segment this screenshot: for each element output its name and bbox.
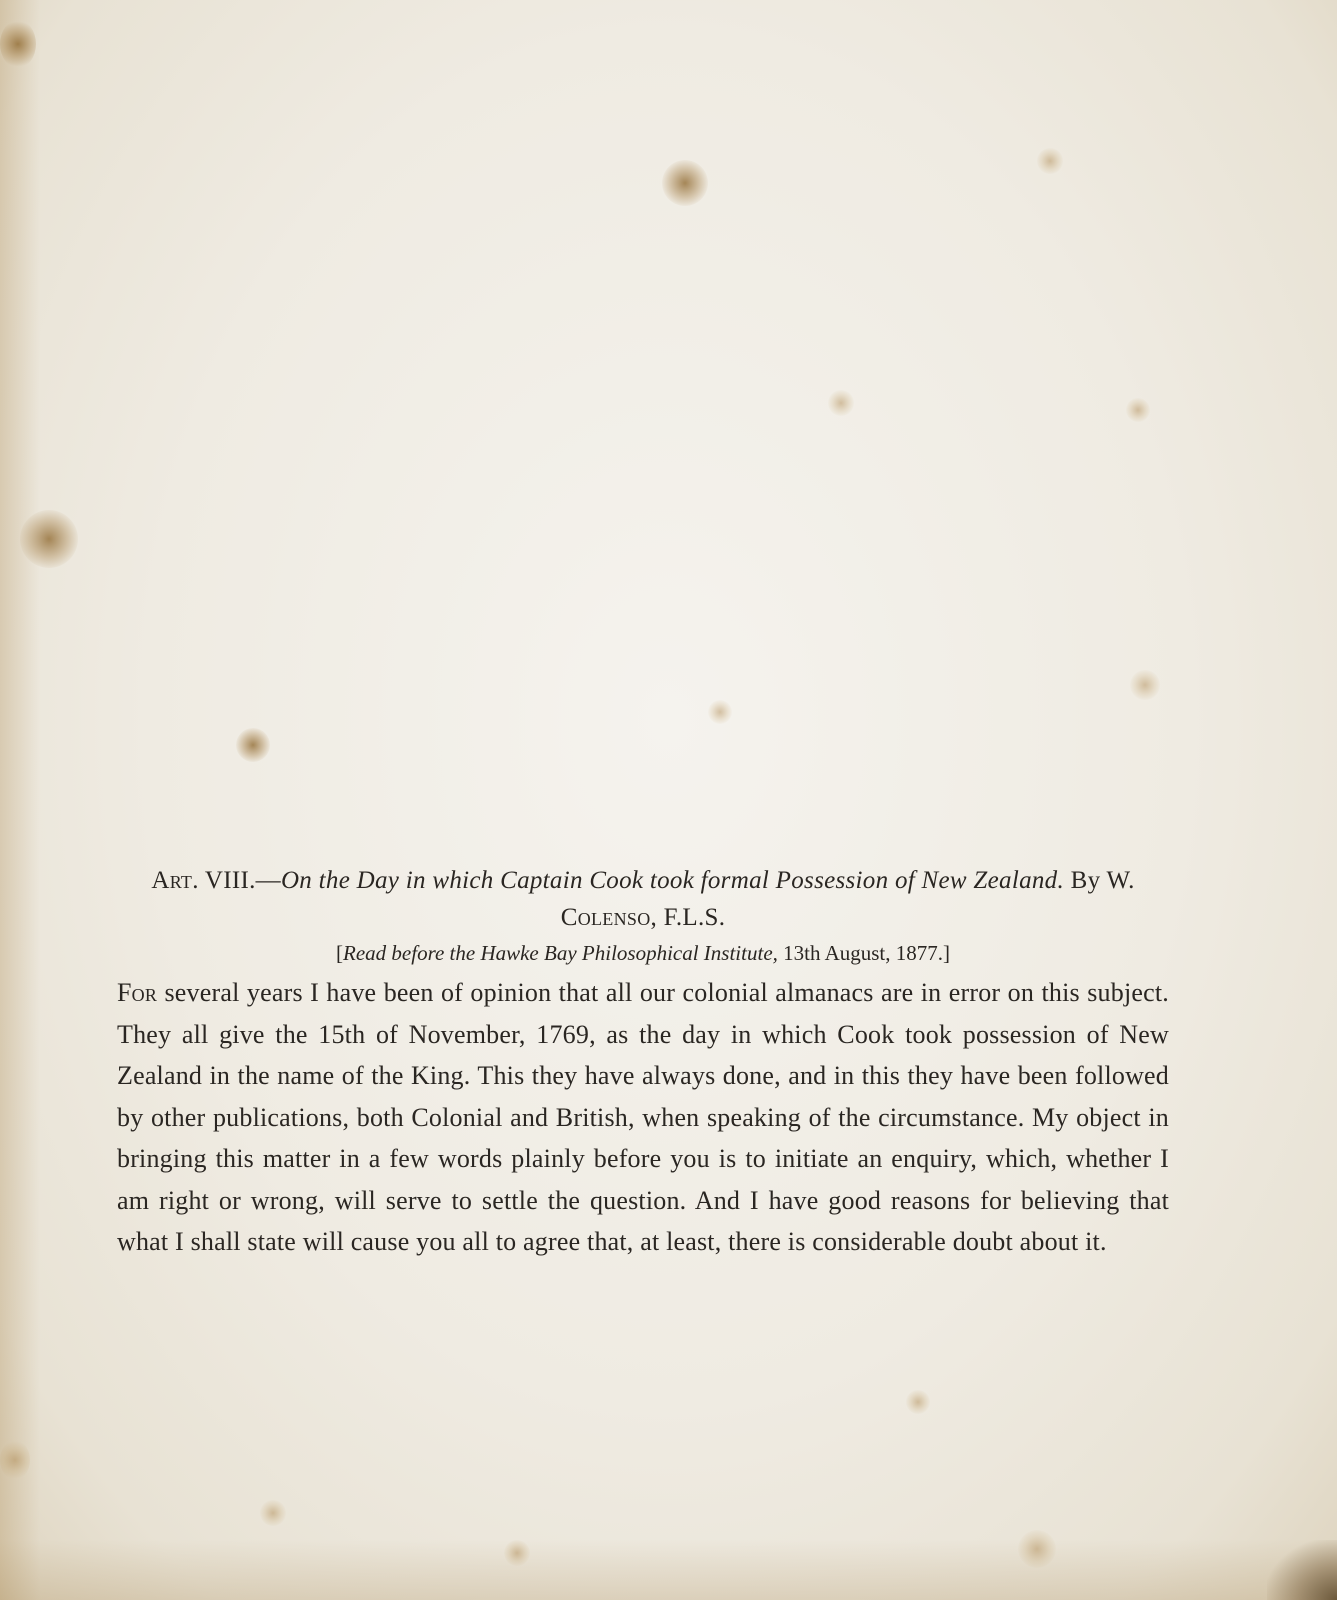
author-name: Colenso [560,904,651,931]
read-note-text: Read before the Hawke Bay Philosophical Institute, [343,941,784,965]
foxing-spot [828,390,854,416]
article-number: Art. VIII.— [151,867,281,894]
foxing-spot [236,728,270,762]
foxing-spot [662,160,708,206]
page-bottom-shadow [0,1540,1337,1600]
read-note-bracket: [ [336,941,344,965]
foxing-spot [20,510,78,568]
foxing-spot [1018,1530,1056,1568]
read-before-note [117,938,1169,968]
foxing-spot [260,1500,286,1526]
foxing-spot [1130,670,1160,700]
article-title: On the Day in which Captain Cook took formal Possession of New Zealand. [280,867,1065,894]
foxing-spot [0,1440,30,1480]
foxing-spot [1037,148,1063,174]
paragraph-text: several years I have been of opinion that all our colonial almanacs are in error on this subject. They all give the 15th of November, 1769, as the day in which Cook took possession of New Zealand in the name of the King. This they have always done, and in this they have been followed by other publications, both Colonial and British, when speaking of the circumstance. My object in bringing this matter in a few words plainly before you is to initiate an enquiry, which, whether I am right or wrong, will serve to settle the question. And I have good reasons for believing that what I shall state will cause you all to agree that, at least, there is considerable doubt about it. [117,978,1169,1256]
foxing-spot [504,1540,530,1566]
torn-corner [1267,1540,1337,1600]
foxing-spot [906,1390,930,1414]
paragraph-first-word: For [117,978,158,1007]
foxing-spot [0,20,36,68]
read-note-date: 13th August, 1877.] [783,941,950,965]
author-prefix: By W. [1070,867,1135,894]
author-credentials: , F.L.S. [650,904,726,931]
article-heading [117,862,1169,936]
article [117,862,1169,1263]
foxing-spot [1126,398,1150,422]
body-paragraph [117,972,1169,1263]
foxing-spot [708,700,732,724]
page-edge-shadow [0,0,40,1600]
